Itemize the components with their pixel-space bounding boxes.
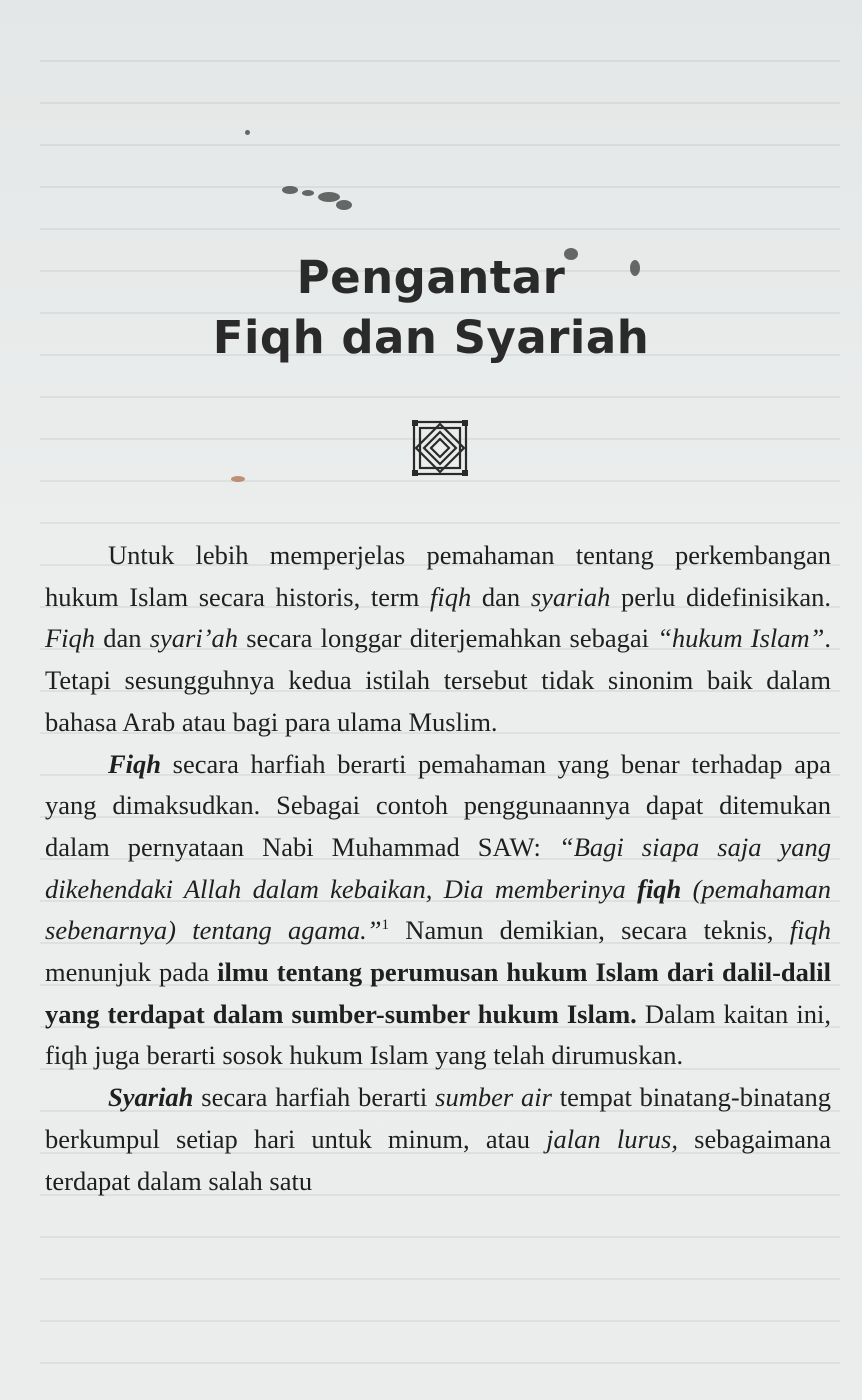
ink-speck bbox=[231, 476, 245, 482]
text-segment: secara longgar diterjemahkan sebagai bbox=[238, 623, 658, 654]
paragraph bbox=[45, 1077, 831, 1202]
chapter-title-line1: Pengantar bbox=[296, 251, 566, 304]
ink-speck bbox=[282, 186, 298, 194]
footnote-marker: 1 bbox=[381, 917, 390, 934]
body-text bbox=[45, 535, 831, 1202]
text-segment: “hukum Islam” bbox=[657, 623, 825, 654]
text-segment: syari’ah bbox=[149, 623, 239, 654]
text-segment: ilmu tentang perumusan hukum Islam dari dalil-dalil yang terdapat dalam sumber-sumber hukum Islam. bbox=[45, 957, 831, 1029]
chapter-title bbox=[0, 248, 862, 368]
text-segment: jalan lurus, bbox=[546, 1123, 678, 1154]
text-segment: . Tetapi sesungguhnya kedua istilah tersebut tidak sinonim baik dalam bahasa Arab atau bagi para ulama Muslim. bbox=[45, 623, 832, 737]
text-segment: fiqh bbox=[789, 915, 831, 946]
text-segment: Dalam kaitan ini, fiqh juga berarti sosok hukum Islam yang telah dirumuskan. bbox=[45, 998, 831, 1071]
ink-speck bbox=[336, 200, 352, 210]
text-segment: perlu didefinisikan. bbox=[610, 581, 832, 612]
text-segment: Syariah bbox=[108, 1082, 194, 1113]
ink-speck bbox=[318, 192, 340, 202]
text-segment: Fiqh bbox=[45, 623, 96, 654]
text-segment: (pemahaman sebenarnya) tentang agama.” bbox=[45, 873, 831, 946]
text-segment: Namun demikian, secara teknis, bbox=[389, 915, 790, 946]
text-segment: syariah bbox=[530, 581, 611, 612]
text-segment: menunjuk pada bbox=[45, 957, 218, 988]
ink-speck bbox=[302, 190, 314, 196]
text-segment: secara harfiah berarti bbox=[193, 1082, 436, 1113]
text-segment: dan bbox=[95, 623, 150, 654]
text-segment: Untuk lebih memperjelas pemahaman tentang perkembangan hukum Islam secara historis, term bbox=[45, 540, 831, 612]
paragraph bbox=[45, 744, 831, 1078]
text-segment: secara harfiah berarti pemahaman yang benar terhadap apa yang dimaksudkan. Sebagai contoh penggunaannya dapat ditemukan dalam pernyataan Nabi Muhammad SAW: bbox=[45, 748, 831, 862]
text-segment: fiqh bbox=[637, 873, 682, 904]
text-segment: dan bbox=[471, 581, 531, 612]
text-segment: sebagaimana terdapat dalam salah satu bbox=[45, 1123, 831, 1196]
ink-speck bbox=[245, 130, 250, 135]
diamond-knot-ornament-icon bbox=[410, 418, 470, 478]
text-segment: Fiqh bbox=[108, 748, 162, 779]
text-segment: “Bagi siapa saja yang dikehendaki Allah dalam kebaikan, Dia memberinya bbox=[45, 831, 831, 904]
paragraph bbox=[45, 535, 831, 744]
text-segment: fiqh bbox=[430, 581, 472, 612]
text-segment: sumber air bbox=[435, 1082, 552, 1113]
chapter-title-line2: Fiqh dan Syariah bbox=[212, 311, 650, 364]
text-segment: tempat binatang-binatang berkumpul setiap hari untuk minum, atau bbox=[45, 1082, 832, 1154]
